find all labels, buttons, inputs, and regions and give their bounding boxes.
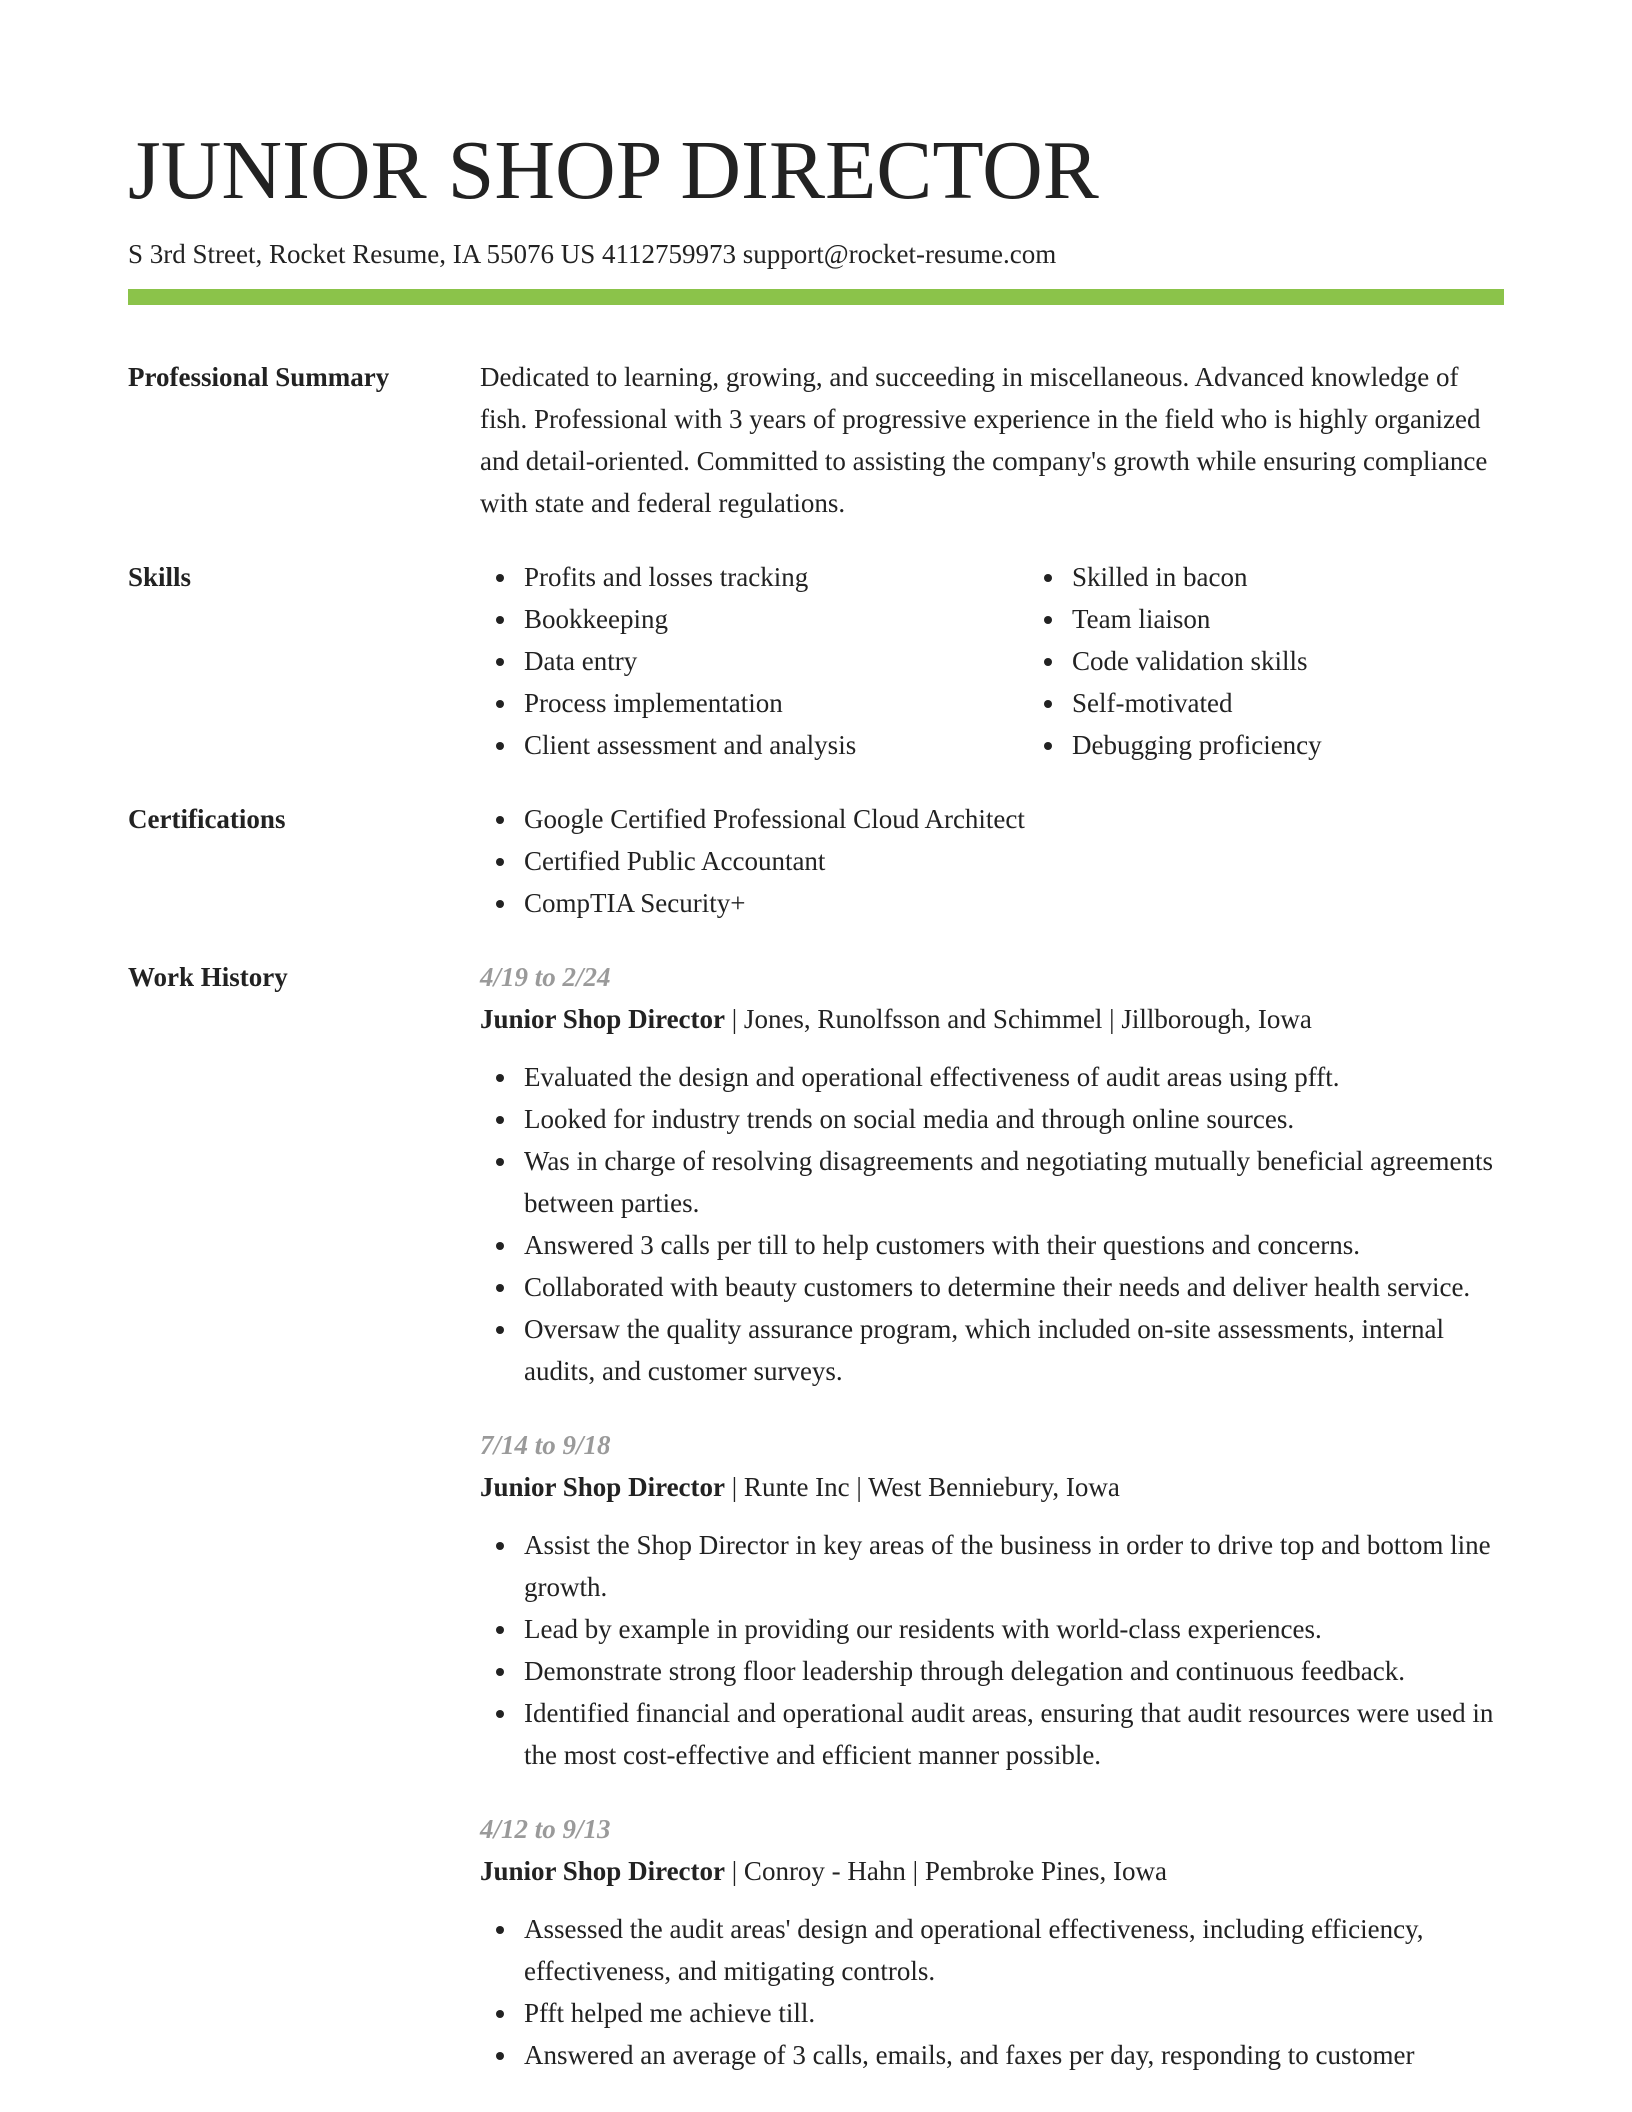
list-item: Collaborated with beauty customers to determine their needs and deliver health service. [524,1266,1504,1308]
skills-list-left [480,556,1028,766]
job-dates: 4/19 to 2/24 [480,962,611,992]
list-item: Assessed the audit areas' design and operational effectiveness, including efficiency, effectiveness, and mitigating controls. [524,1908,1504,1992]
job-entry [480,1808,1504,2076]
list-item: Client assessment and analysis [524,724,1028,766]
contact-line [128,238,1504,270]
certifications-list [480,798,1504,924]
candidate-title: JUNIOR SHOP DIRECTOR [128,124,1099,217]
work-history-section [128,956,1504,2076]
job-title: Junior Shop Director [480,1004,726,1034]
list-item: Was in charge of resolving disagreements and negotiating mutually beneficial agreements between parties. [524,1140,1504,1224]
list-item: CompTIA Security+ [524,882,1504,924]
email: support@rocket-resume.com [742,239,1057,269]
job-entry [480,956,1504,1392]
list-item: Lead by example in providing our residents with world-class experiences. [524,1608,1504,1650]
job-heading [480,1850,1504,1892]
list-item: Oversaw the quality assurance program, which included on-site assessments, internal audits, and customer surveys. [524,1308,1504,1392]
job-details: | Jones, Runolfsson and Schimmel | Jillborough, Iowa [725,1004,1312,1034]
job-bullets [480,1056,1504,1392]
list-item: Certified Public Accountant [524,840,1504,882]
job-dates: 7/14 to 9/18 [480,1430,611,1460]
skills-section [128,556,1504,766]
list-item: Profits and losses tracking [524,556,1028,598]
list-item: Looked for industry trends on social media and through online sources. [524,1098,1504,1140]
list-item: Demonstrate strong floor leadership through delegation and continuous feedback. [524,1650,1504,1692]
list-item: Skilled in bacon [1072,556,1576,598]
section-label-skills: Skills [128,562,192,592]
list-item: Debugging proficiency [1072,724,1576,766]
job-dates: 4/12 to 9/13 [480,1814,611,1844]
job-heading [480,998,1504,1040]
job-title: Junior Shop Director [480,1856,726,1886]
phone: 4112759973 [601,239,743,269]
section-label-summary: Professional Summary [128,362,390,392]
job-details: | Runte Inc | West Benniebury, Iowa [725,1472,1120,1502]
skills-columns [480,556,1576,766]
list-item: Self-motivated [1072,682,1576,724]
list-item: Answered 3 calls per till to help customers with their questions and concerns. [524,1224,1504,1266]
list-item: Team liaison [1072,598,1576,640]
job-entry [480,1424,1504,1776]
list-item: Identified financial and operational audit areas, ensuring that audit resources were used in the most cost-effective and efficient manner possible. [524,1692,1504,1776]
certifications-body [480,798,1504,924]
summary-section [128,356,1504,524]
accent-divider [128,289,1504,305]
job-bullets [480,1908,1504,2076]
list-item: Answered an average of 3 calls, emails, and faxes per day, responding to customer [524,2034,1504,2076]
list-item: Code validation skills [1072,640,1576,682]
list-item: Evaluated the design and operational effectiveness of audit areas using pfft. [524,1056,1504,1098]
job-heading [480,1466,1504,1508]
list-item: Process implementation [524,682,1028,724]
work-history-body [480,956,1504,2076]
section-label-work-history: Work History [128,962,288,992]
summary-text: Dedicated to learning, growing, and succeeding in miscellaneous. Advanced knowledge of fish. Professional with 3 years of progressive experience in the field who is highly organized and detail-oriented. Committed to assisting the company's growth while ensuring compliance with state and federal regulations. [480,362,1488,518]
list-item: Google Certified Professional Cloud Architect [524,798,1504,840]
resume-page [128,0,1504,2076]
certifications-section [128,798,1504,924]
list-item: Pfft helped me achieve till. [524,1992,1504,2034]
section-label-certifications: Certifications [128,804,286,834]
list-item: Data entry [524,640,1028,682]
job-details: | Conroy - Hahn | Pembroke Pines, Iowa [725,1856,1168,1886]
list-item: Assist the Shop Director in key areas of the business in order to drive top and bottom line growth. [524,1524,1504,1608]
list-item: Bookkeeping [524,598,1028,640]
job-bullets [480,1524,1504,1776]
job-title: Junior Shop Director [480,1472,726,1502]
address: S 3rd Street, Rocket Resume, IA 55076 US [128,239,602,269]
skills-list-right [1028,556,1576,766]
